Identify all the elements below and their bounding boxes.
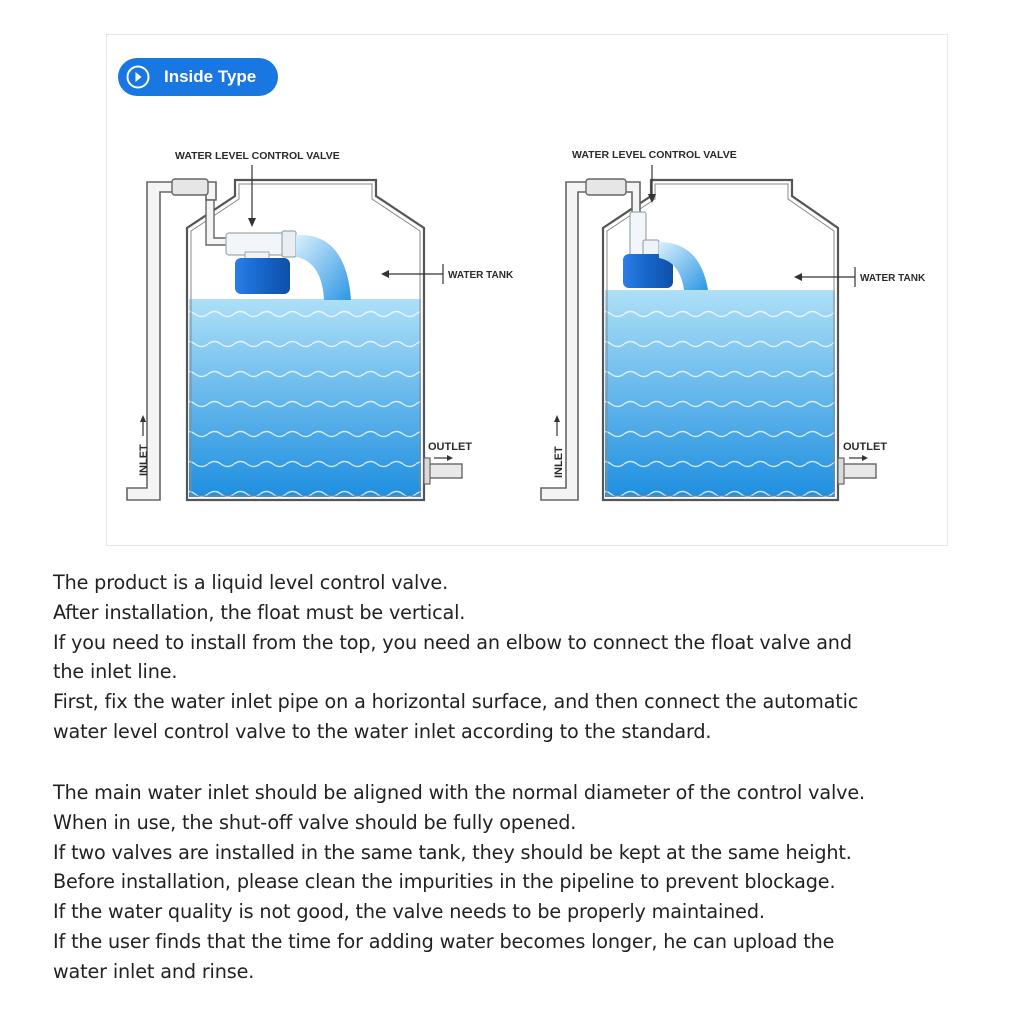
outlet-label-left: OUTLET (428, 441, 472, 453)
tank-label-right: WATER TANK (860, 273, 926, 284)
paragraph-line: If two valves are installed in the same tank, they should be kept at the same height. (53, 840, 852, 864)
paragraph-line: Before installation, please clean the impurities in the pipeline to prevent blockage. (53, 870, 836, 894)
inlet-label-left: INLET (138, 444, 150, 476)
paragraph-line: After installation, the float must be vertical. (53, 600, 466, 624)
paragraph-line: If the user finds that the time for adding water becomes longer, he can upload the (53, 929, 835, 953)
paragraph-line: If the water quality is not good, the valve needs to be properly maintained. (53, 900, 765, 924)
tank-water-right (605, 290, 835, 497)
badge-label: Inside Type (164, 67, 257, 86)
diagram-left (127, 150, 514, 500)
float-ball-left (235, 258, 290, 294)
paragraph-line: water inlet and rinse. (53, 959, 255, 983)
instructions-paragraph-1 (53, 568, 1003, 747)
outlet-label-right: OUTLET (843, 441, 887, 453)
inlet-label-right: INLET (553, 446, 565, 478)
paragraph-line: the inlet line. (53, 660, 178, 684)
diagram-right (541, 149, 926, 500)
control-valve-left (226, 231, 296, 294)
valve-label-right: WATER LEVEL CONTROL VALVE (572, 149, 737, 161)
paragraph-line: First, fix the water inlet pipe on a horizontal surface, and then connect the automatic (53, 690, 859, 714)
paragraph-line: If you need to install from the top, you need an elbow to connect the float valve and (53, 630, 852, 654)
tank-label-left: WATER TANK (448, 270, 514, 281)
water-stream-left (296, 235, 351, 300)
paragraph-line: The product is a liquid level control valve. (53, 571, 449, 594)
tank-water-left (189, 299, 421, 497)
paragraph-line: When in use, the shut-off valve should be fully opened. (53, 810, 577, 834)
paragraph-line: The main water inlet should be aligned with the normal diameter of the control valve. (53, 781, 865, 804)
paragraph-line: water level control valve to the water inlet according to the standard. (53, 719, 712, 743)
valve-label-left: WATER LEVEL CONTROL VALVE (175, 150, 340, 162)
instructions-paragraph-2 (53, 778, 1003, 987)
